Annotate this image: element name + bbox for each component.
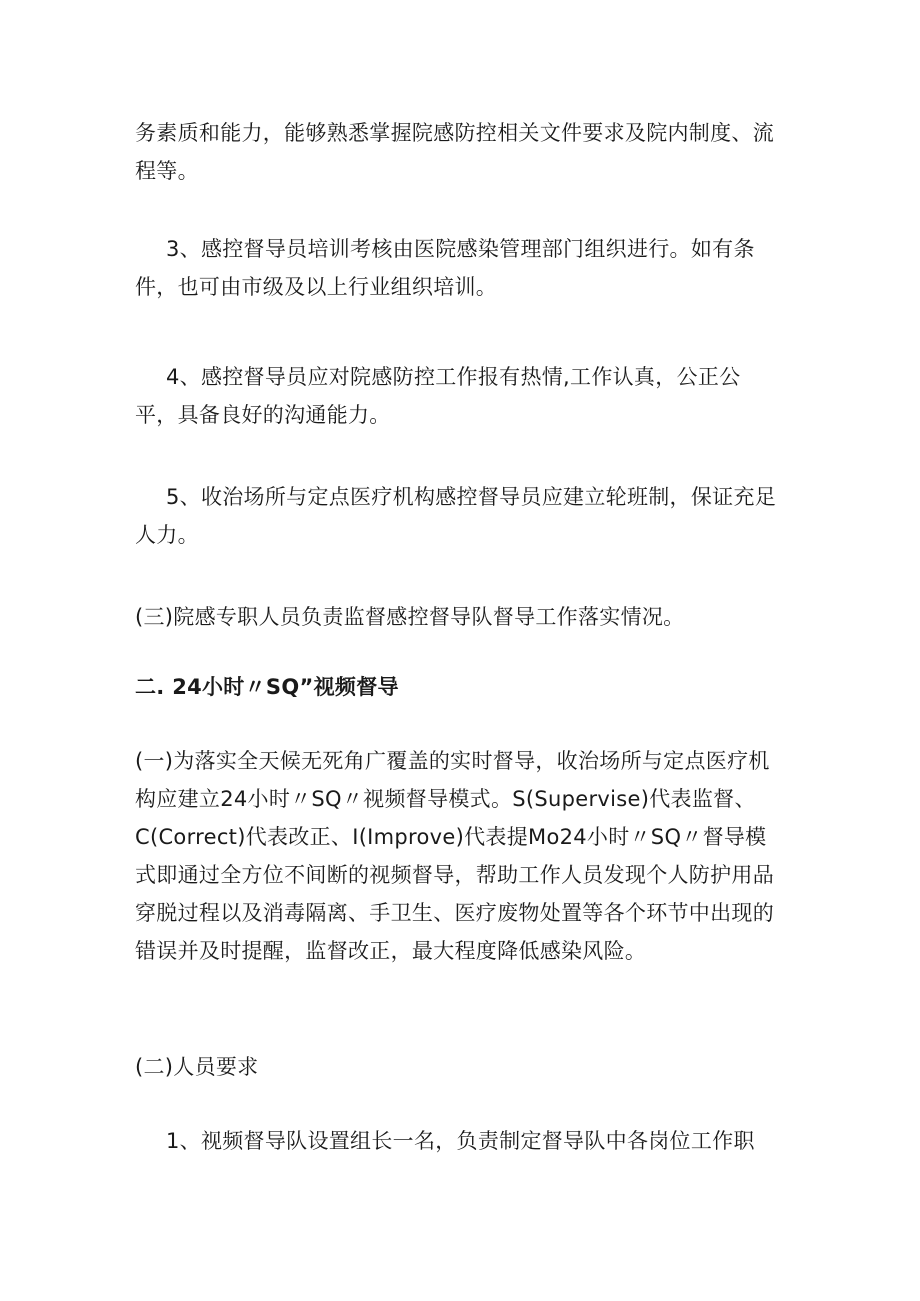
paragraph-item-4	[135, 358, 795, 434]
paragraph-item-3	[135, 230, 795, 306]
text-line: (三)院感专职人员负责监督感控督导队督导工作落实情况。	[135, 605, 685, 629]
text-line: 平，具备良好的沟通能力。	[135, 403, 391, 427]
text-line: 4、感控督导员应对院感防控工作报有热情,工作认真，公正公	[166, 365, 741, 389]
paragraph-personnel-requirements	[135, 1048, 795, 1086]
section-heading-video-supervision	[135, 668, 795, 706]
paragraph-item-1	[135, 1122, 795, 1160]
text-line: 构应建立24小时〃SQ〃视频督导模式。S(Supervise)代表监督、	[135, 787, 756, 811]
paragraph-staff-quality	[135, 114, 795, 190]
text-line: (二)人员要求	[135, 1055, 259, 1079]
paragraph-section-3	[135, 598, 795, 636]
paragraph-sq-mode	[135, 742, 795, 970]
text-line: 1、视频督导队设置组长一名，负责制定督导队中各岗位工作职	[166, 1129, 755, 1153]
text-line: 穿脱过程以及消毒隔离、手卫生、医疗废物处置等各个环节中出现的	[135, 901, 774, 925]
paragraph-item-5	[135, 478, 795, 554]
text-line: C(Correct)代表改正、I(Improve)代表提Mo24小时〃SQ〃督导模	[135, 825, 767, 849]
text-line: 程等。	[135, 159, 199, 183]
text-line: 务素质和能力，能够熟悉掌握院感防控相关文件要求及院内制度、流	[135, 121, 774, 145]
text-line: 人力。	[135, 523, 199, 547]
text-line: 3、感控督导员培训考核由医院感染管理部门组织进行。如有条	[166, 237, 755, 261]
heading-text: 二. 24小时〃SQ”视频督导	[135, 675, 399, 699]
text-line: (一)为落实全天候无死角广覆盖的实时督导，收治场所与定点医疗机	[135, 749, 770, 773]
text-line: 件，也可由市级及以上行业组织培训。	[135, 275, 498, 299]
text-line: 错误并及时提醒，监督改正，最大程度降低感染风险。	[135, 939, 647, 963]
text-line: 式即通过全方位不间断的视频督导，帮助工作人员发现个人防护用品	[135, 863, 774, 887]
text-line: 5、收治场所与定点医疗机构感控督导员应建立轮班制，保证充足	[166, 485, 777, 509]
